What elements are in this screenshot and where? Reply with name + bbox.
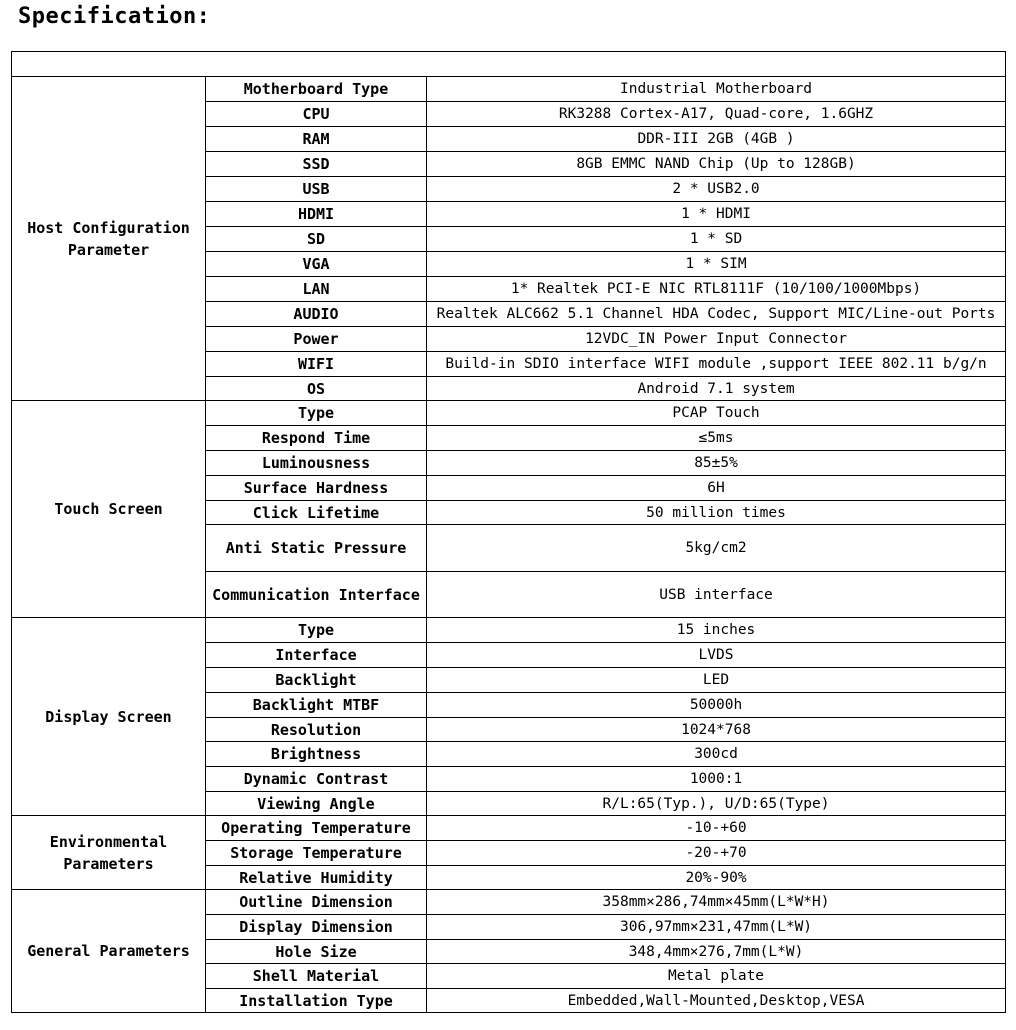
spec-value-cell: 5kg/cm2: [427, 525, 1006, 572]
table-row: [12, 890, 1006, 915]
spec-value-cell: 300cd: [427, 742, 1006, 767]
spec-value-cell: -10-+60: [427, 816, 1006, 841]
spec-value-cell: 50000h: [427, 693, 1006, 718]
spec-value-cell: 306,97mm×231,47mm(L*W): [427, 915, 1006, 940]
table-header-row: [12, 52, 1006, 77]
spec-value-cell: Android 7.1 system: [427, 377, 1006, 401]
spec-label-cell: SD: [206, 227, 427, 252]
spec-label-cell: Motherboard Type: [206, 77, 427, 102]
table-row: [12, 816, 1006, 841]
spec-label-cell: AUDIO: [206, 302, 427, 327]
spec-value-cell: 8GB EMMC NAND Chip (Up to 128GB): [427, 152, 1006, 177]
spec-label-cell: Brightness: [206, 742, 427, 767]
spec-label-cell: USB: [206, 177, 427, 202]
spec-value-cell: 1024*768: [427, 718, 1006, 742]
spec-label-cell: WIFI: [206, 352, 427, 377]
spec-label-cell: Dynamic Contrast: [206, 767, 427, 792]
spec-label-cell: Surface Hardness: [206, 476, 427, 501]
spec-label-cell: LAN: [206, 277, 427, 302]
spec-label-cell: Outline Dimension: [206, 890, 427, 915]
spec-label-cell: Interface: [206, 643, 427, 668]
spec-value-cell: LVDS: [427, 643, 1006, 668]
spec-label-cell: RAM: [206, 127, 427, 152]
spec-value-cell: -20-+70: [427, 841, 1006, 866]
group-name-cell: Display Screen: [12, 618, 206, 816]
spec-label-cell: Anti Static Pressure: [206, 525, 427, 572]
spec-label-cell: CPU: [206, 102, 427, 127]
table-row: [12, 77, 1006, 102]
spec-value-cell: 2 * USB2.0: [427, 177, 1006, 202]
spec-value-cell: ≤5ms: [427, 426, 1006, 451]
spec-value-cell: Realtek ALC662 5.1 Channel HDA Codec, Support MIC/Line-out Ports: [427, 302, 1006, 327]
table-header-cell: [12, 52, 1006, 77]
spec-value-cell: 12VDC_IN Power Input Connector: [427, 327, 1006, 352]
spec-label-cell: Shell Material: [206, 964, 427, 989]
spec-label-cell: Type: [206, 401, 427, 426]
spec-value-cell: 1 * SIM: [427, 252, 1006, 277]
spec-value-cell: Embedded,Wall-Mounted,Desktop,VESA: [427, 989, 1006, 1013]
spec-label-cell: OS: [206, 377, 427, 401]
spec-label-cell: Relative Humidity: [206, 866, 427, 890]
spec-label-cell: Click Lifetime: [206, 501, 427, 525]
group-name-cell: Environmental Parameters: [12, 816, 206, 890]
spec-label-cell: Hole Size: [206, 940, 427, 964]
group-name-cell: General Parameters: [12, 890, 206, 1013]
group-name-cell: Host Configuration Parameter: [12, 77, 206, 401]
spec-label-cell: Display Dimension: [206, 915, 427, 940]
spec-label-cell: Power: [206, 327, 427, 352]
spec-label-cell: HDMI: [206, 202, 427, 227]
page-title: Specification:: [18, 4, 211, 29]
spec-label-cell: Respond Time: [206, 426, 427, 451]
spec-label-cell: Viewing Angle: [206, 792, 427, 816]
spec-label-cell: Backlight MTBF: [206, 693, 427, 718]
specification-table: [11, 51, 1006, 1013]
specification-table-body: [12, 52, 1006, 1013]
spec-label-cell: Luminousness: [206, 451, 427, 476]
group-name-cell: Touch Screen: [12, 401, 206, 618]
spec-label-cell: Storage Temperature: [206, 841, 427, 866]
table-row: [12, 618, 1006, 643]
spec-value-cell: 358mm×286,74mm×45mm(L*W*H): [427, 890, 1006, 915]
spec-value-cell: 6H: [427, 476, 1006, 501]
spec-label-cell: Type: [206, 618, 427, 643]
spec-label-cell: SSD: [206, 152, 427, 177]
spec-label-cell: Installation Type: [206, 989, 427, 1013]
spec-label-cell: Resolution: [206, 718, 427, 742]
spec-value-cell: USB interface: [427, 572, 1006, 618]
spec-value-cell: 1 * SD: [427, 227, 1006, 252]
spec-value-cell: 1* Realtek PCI-E NIC RTL8111F (10/100/1000Mbps): [427, 277, 1006, 302]
spec-label-cell: Operating Temperature: [206, 816, 427, 841]
spec-value-cell: 1 * HDMI: [427, 202, 1006, 227]
spec-value-cell: R/L:65(Typ.), U/D:65(Type): [427, 792, 1006, 816]
spec-value-cell: RK3288 Cortex-A17, Quad-core, 1.6GHZ: [427, 102, 1006, 127]
spec-value-cell: 50 million times: [427, 501, 1006, 525]
spec-value-cell: Industrial Motherboard: [427, 77, 1006, 102]
spec-value-cell: 1000:1: [427, 767, 1006, 792]
spec-value-cell: LED: [427, 668, 1006, 693]
spec-label-cell: VGA: [206, 252, 427, 277]
spec-value-cell: Metal plate: [427, 964, 1006, 989]
spec-value-cell: DDR-III 2GB (4GB ): [427, 127, 1006, 152]
spec-value-cell: 85±5%: [427, 451, 1006, 476]
spec-value-cell: 15 inches: [427, 618, 1006, 643]
spec-label-cell: Communication Interface: [206, 572, 427, 618]
spec-value-cell: Build-in SDIO interface WIFI module ,support IEEE 802.11 b/g/n: [427, 352, 1006, 377]
spec-label-cell: Backlight: [206, 668, 427, 693]
spec-value-cell: PCAP Touch: [427, 401, 1006, 426]
spec-value-cell: 348,4mm×276,7mm(L*W): [427, 940, 1006, 964]
spec-value-cell: 20%-90%: [427, 866, 1006, 890]
table-row: [12, 401, 1006, 426]
